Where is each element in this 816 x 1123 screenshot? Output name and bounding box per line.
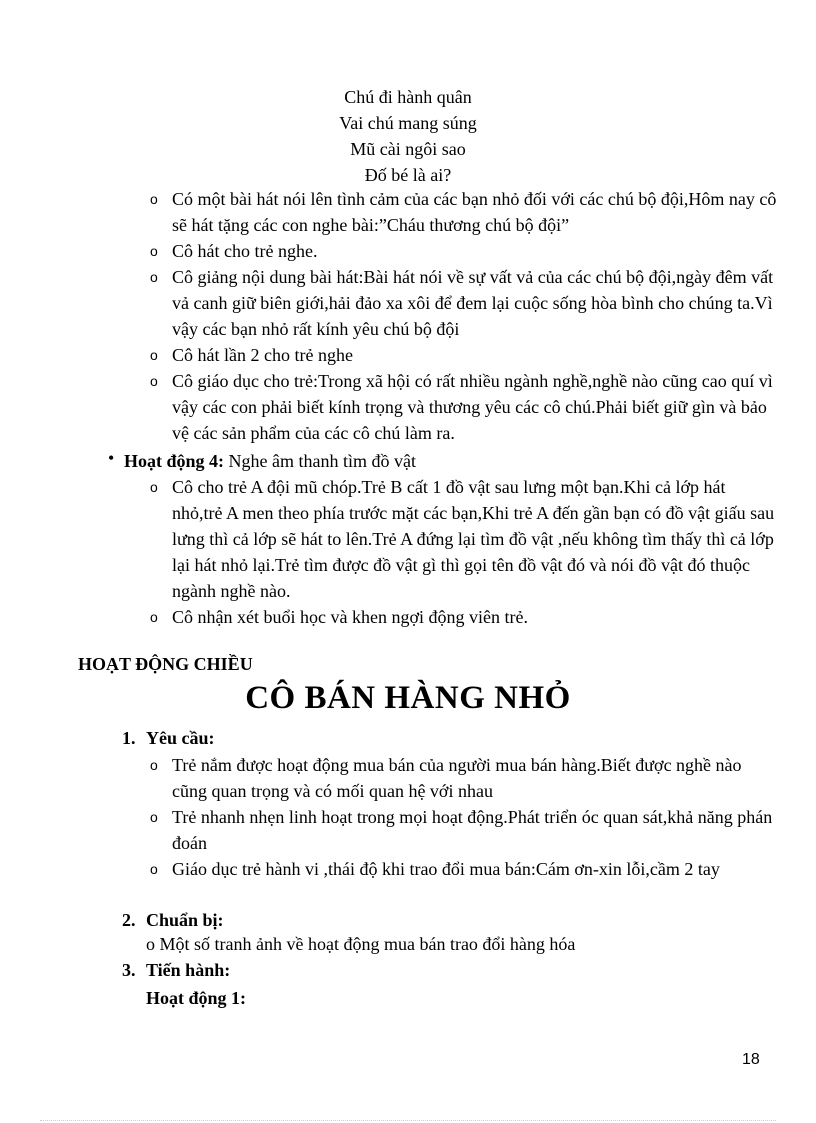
activity1-heading: Hoạt động 1: [146, 988, 247, 1008]
preparation-item: o Một số tranh ảnh về hoạt động mua bán trao đổi hàng hóa [146, 934, 576, 954]
circle-bullet-icon: o [150, 243, 158, 259]
poem [0, 84, 816, 188]
section1-number: 1. [122, 728, 136, 748]
activity4-list [150, 474, 780, 630]
list-item: o Cô giáo dục cho trẻ:Trong xã hội có rất nhiều ngành nghề,nghề nào cũng cao quí vì vậy các con phải biết kính trọng và thương yêu các cô chú.Phải biết giữ gìn và bảo vệ các sản phẩm của các cô chú làm ra. [150, 368, 780, 446]
circle-bullet-icon: o [150, 269, 158, 285]
page-divider [40, 1120, 776, 1121]
section1-label: Yêu cầu: [146, 728, 215, 748]
activity4-label: Hoạt động 4: [124, 451, 225, 471]
poem-line: Mũ cài ngôi sao [350, 139, 466, 159]
circle-bullet-icon: o [150, 609, 158, 625]
activity4-title: Nghe âm thanh tìm đồ vật [224, 451, 416, 471]
main-title: CÔ BÁN HÀNG NHỎ [245, 680, 571, 716]
circle-bullet-icon: o [150, 191, 158, 207]
list-item: o Có một bài hát nói lên tình cảm của các bạn nhỏ đối với các chú bộ đội,Hôm nay cô sẽ hát tặng các con nghe bài:”Cháu thương chú bộ đội” [150, 186, 780, 238]
section2-label: Chuẩn bị: [146, 910, 224, 930]
list-item: o Trẻ nhanh nhẹn linh hoạt trong mọi hoạt động.Phát triển óc quan sát,khả năng phán đoán [150, 804, 780, 856]
circle-bullet-icon: o [150, 373, 158, 389]
activity3-list [150, 186, 780, 446]
page-number: 18 [742, 1051, 760, 1068]
section2-number: 2. [122, 910, 136, 930]
circle-bullet-icon: o [150, 861, 158, 877]
list-item: o Cô giảng nội dung bài hát:Bài hát nói về sự vất vả của các chú bộ đội,ngày đêm vất vả canh giữ biên giới,hải đảo xa xôi để đem lại cuộc sống hòa bình cho chúng ta.Vì vậy các bạn nhỏ rất kính yêu chú bộ đội [150, 264, 780, 342]
circle-bullet-icon: o [150, 809, 158, 825]
activity4-heading [124, 448, 416, 474]
section3-number: 3. [122, 960, 136, 980]
section3-label: Tiến hành: [146, 960, 231, 980]
afternoon-heading: HOẠT ĐỘNG CHIỀU [78, 654, 253, 674]
poem-line: Chú đi hành quân [344, 87, 472, 107]
list-item: o Cô cho trẻ A đội mũ chóp.Trẻ B cất 1 đồ vật sau lưng một bạn.Khi cả lớp hát nhỏ,trẻ A men theo phía trước mặt các bạn,Khi trẻ A đến gần bạn có đồ vật giấu sau lưng thì cả lớp sẽ hát to lên.Trẻ A đứng lại tìm đồ vật ,nếu không tìm thấy thì cả lớp lại hát nhỏ lại.Trẻ tìm được đồ vật gì thì gọi tên đồ vật đó và nói đồ vật đó thuộc ngành nghề nào. [150, 474, 780, 604]
circle-bullet-icon: o [150, 479, 158, 495]
list-item: o Cô nhận xét buổi học và khen ngợi động viên trẻ. [150, 604, 780, 630]
dot-bullet-icon: • [108, 448, 115, 468]
list-item: o Cô hát cho trẻ nghe. [150, 238, 780, 264]
poem-line: Vai chú mang súng [339, 113, 477, 133]
list-item: o Giáo dục trẻ hành vi ,thái độ khi trao đổi mua bán:Cám ơn-xin lỗi,cầm 2 tay [150, 856, 780, 882]
requirements-list [150, 752, 780, 882]
circle-bullet-icon: o [150, 347, 158, 363]
poem-line: Đố bé là ai? [364, 165, 452, 185]
list-item: o Trẻ nắm được hoạt động mua bán của người mua bán hàng.Biết được nghề nào cũng quan trọng và có mối quan hệ với nhau [150, 752, 780, 804]
list-item: o Cô hát lần 2 cho trẻ nghe [150, 342, 780, 368]
circle-bullet-icon: o [150, 757, 158, 773]
